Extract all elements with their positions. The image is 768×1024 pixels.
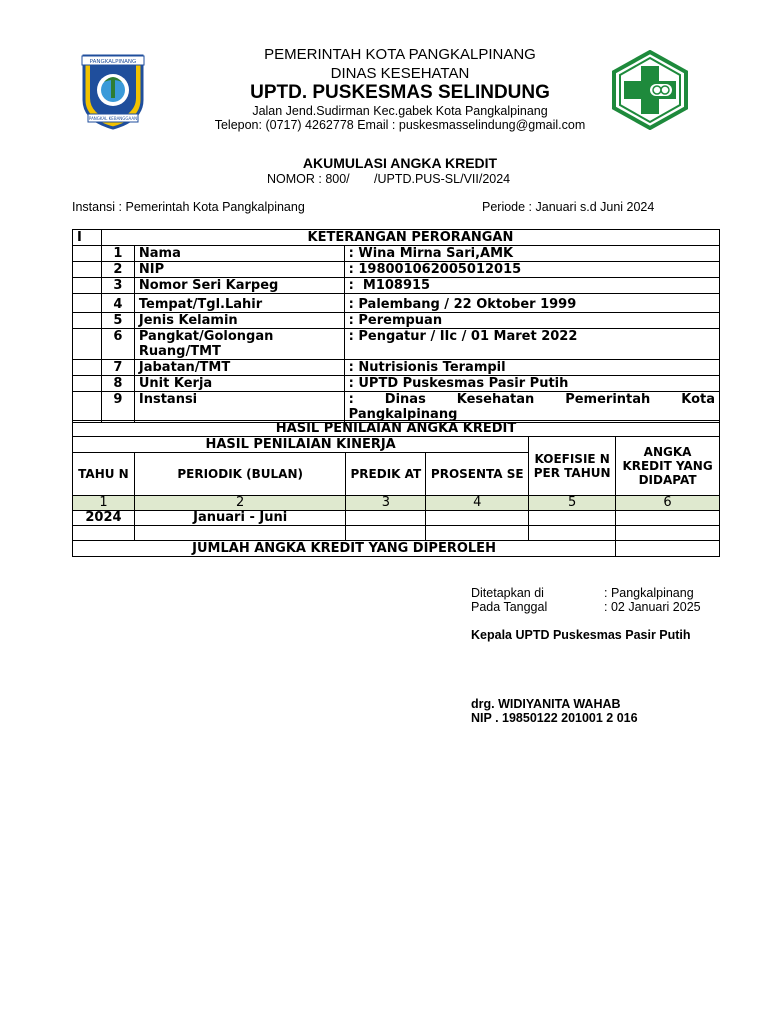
row-tahun: 2024 bbox=[73, 511, 135, 526]
signer-nip: NIP . 19850122 201001 2 016 bbox=[471, 711, 638, 725]
letterhead-department: DINAS KESEHATAN bbox=[330, 65, 470, 82]
index-cell: 6 bbox=[616, 496, 720, 511]
table-row bbox=[73, 511, 720, 526]
table-row bbox=[73, 313, 720, 329]
svg-text:PANGKALPINANG: PANGKALPINANG bbox=[89, 59, 137, 65]
personal-info-table bbox=[72, 229, 720, 423]
row-periodik: Januari - Juni bbox=[134, 511, 345, 526]
total-label: JUMLAH ANGKA KREDIT YANG DIPEROLEH bbox=[73, 541, 616, 557]
table-row bbox=[73, 329, 720, 360]
table-row bbox=[73, 541, 720, 557]
index-cell: 2 bbox=[134, 496, 345, 511]
table-row bbox=[73, 230, 720, 246]
col-koefisien: KOEFISIE N PER TAHUN bbox=[529, 437, 616, 496]
signer-name: drg. WIDIYANITA WAHAB bbox=[471, 697, 621, 711]
section-title: KETERANGAN PERORANGAN bbox=[101, 230, 719, 246]
row-label: Nama bbox=[134, 246, 344, 262]
row-value: : UPTD Puskesmas Pasir Putih bbox=[344, 376, 719, 392]
letterhead-address: Jalan Jend.Sudirman Kec.gabek Kota Pangkalpinang bbox=[252, 104, 548, 118]
index-cell: 1 bbox=[73, 496, 135, 511]
row-number: 9 bbox=[101, 392, 134, 423]
row-number: 3 bbox=[101, 278, 134, 294]
kinerja-header: HASIL PENILAIAN KINERJA bbox=[73, 437, 529, 453]
row-value: : Nutrisionis Terampil bbox=[344, 360, 719, 376]
col-tahun: TAHU N bbox=[73, 453, 135, 496]
row-label: Pangkat/Golongan Ruang/TMT bbox=[134, 329, 344, 360]
table-row bbox=[73, 496, 720, 511]
row-value: : Dinas Kesehatan Pemerintah Kota Pangkalpinang bbox=[344, 392, 719, 423]
table-row bbox=[73, 392, 720, 423]
result-title: HASIL PENILAIAN ANGKA KREDIT bbox=[73, 421, 720, 437]
row-number: 2 bbox=[101, 262, 134, 278]
tanggal-value: : 02 Januari 2025 bbox=[604, 600, 701, 614]
row-value: : 198001062005012015 bbox=[344, 262, 719, 278]
ditetapkan-value: : Pangkalpinang bbox=[604, 586, 694, 600]
signer-position: Kepala UPTD Puskesmas Pasir Putih bbox=[471, 628, 691, 642]
col-angka-kredit: ANGKA KREDIT YANG DIDAPAT bbox=[616, 437, 720, 496]
letterhead-contact: Telepon: (0717) 4262778 Email : puskesmasselindung@gmail.com bbox=[214, 118, 586, 132]
row-label: Instansi bbox=[134, 392, 344, 423]
row-number: 5 bbox=[101, 313, 134, 329]
letterhead-institution: UPTD. PUSKESMAS SELINDUNG bbox=[250, 82, 550, 103]
table-row bbox=[73, 421, 720, 437]
periode-label: Periode : Januari s.d Juni 2024 bbox=[482, 200, 655, 214]
row-label: Jenis Kelamin bbox=[134, 313, 344, 329]
row-label: Nomor Seri Karpeg bbox=[134, 278, 344, 294]
section-number: I bbox=[73, 230, 102, 246]
row-value: : Palembang / 22 Oktober 1999 bbox=[344, 294, 719, 313]
col-predikat: PREDIK AT bbox=[346, 453, 426, 496]
index-cell: 3 bbox=[346, 496, 426, 511]
row-value: : Wina Mirna Sari,AMK bbox=[344, 246, 719, 262]
row-value: : Pengatur / IIc / 01 Maret 2022 bbox=[344, 329, 719, 360]
table-row bbox=[73, 262, 720, 278]
index-cell: 4 bbox=[426, 496, 529, 511]
row-number: 8 bbox=[101, 376, 134, 392]
table-row bbox=[73, 437, 720, 453]
table-row bbox=[73, 376, 720, 392]
svg-text:PANGKAL KEBANGGAAN: PANGKAL KEBANGGAAN bbox=[88, 116, 138, 121]
col-periodik: PERIODIK (BULAN) bbox=[134, 453, 345, 496]
row-label: Unit Kerja bbox=[134, 376, 344, 392]
row-number: 4 bbox=[101, 294, 134, 313]
row-number: 1 bbox=[101, 246, 134, 262]
instansi-label: Instansi : Pemerintah Kota Pangkalpinang bbox=[72, 200, 305, 214]
tanggal-label: Pada Tanggal bbox=[471, 600, 548, 614]
row-number: 7 bbox=[101, 360, 134, 376]
total-value bbox=[616, 541, 720, 557]
letterhead-government: PEMERINTAH KOTA PANGKALPINANG bbox=[264, 46, 536, 63]
document-title: AKUMULASI ANGKA KREDIT bbox=[302, 155, 498, 171]
table-row bbox=[73, 294, 720, 313]
document-number: NOMOR : 800/ /UPTD.PUS-SL/VII/2024 bbox=[267, 172, 511, 186]
table-row bbox=[73, 360, 720, 376]
table-row bbox=[73, 246, 720, 262]
row-label: Tempat/Tgl.Lahir bbox=[134, 294, 344, 313]
index-cell: 5 bbox=[529, 496, 616, 511]
row-label: NIP bbox=[134, 262, 344, 278]
table-row bbox=[73, 278, 720, 294]
row-label: Jabatan/TMT bbox=[134, 360, 344, 376]
row-value: : M108915 bbox=[344, 278, 719, 294]
table-row bbox=[73, 526, 720, 541]
row-number: 6 bbox=[101, 329, 134, 360]
col-prosentase: PROSENTA SE bbox=[426, 453, 529, 496]
row-value: : Perempuan bbox=[344, 313, 719, 329]
credit-result-table bbox=[72, 420, 720, 557]
ditetapkan-label: Ditetapkan di bbox=[471, 586, 544, 600]
